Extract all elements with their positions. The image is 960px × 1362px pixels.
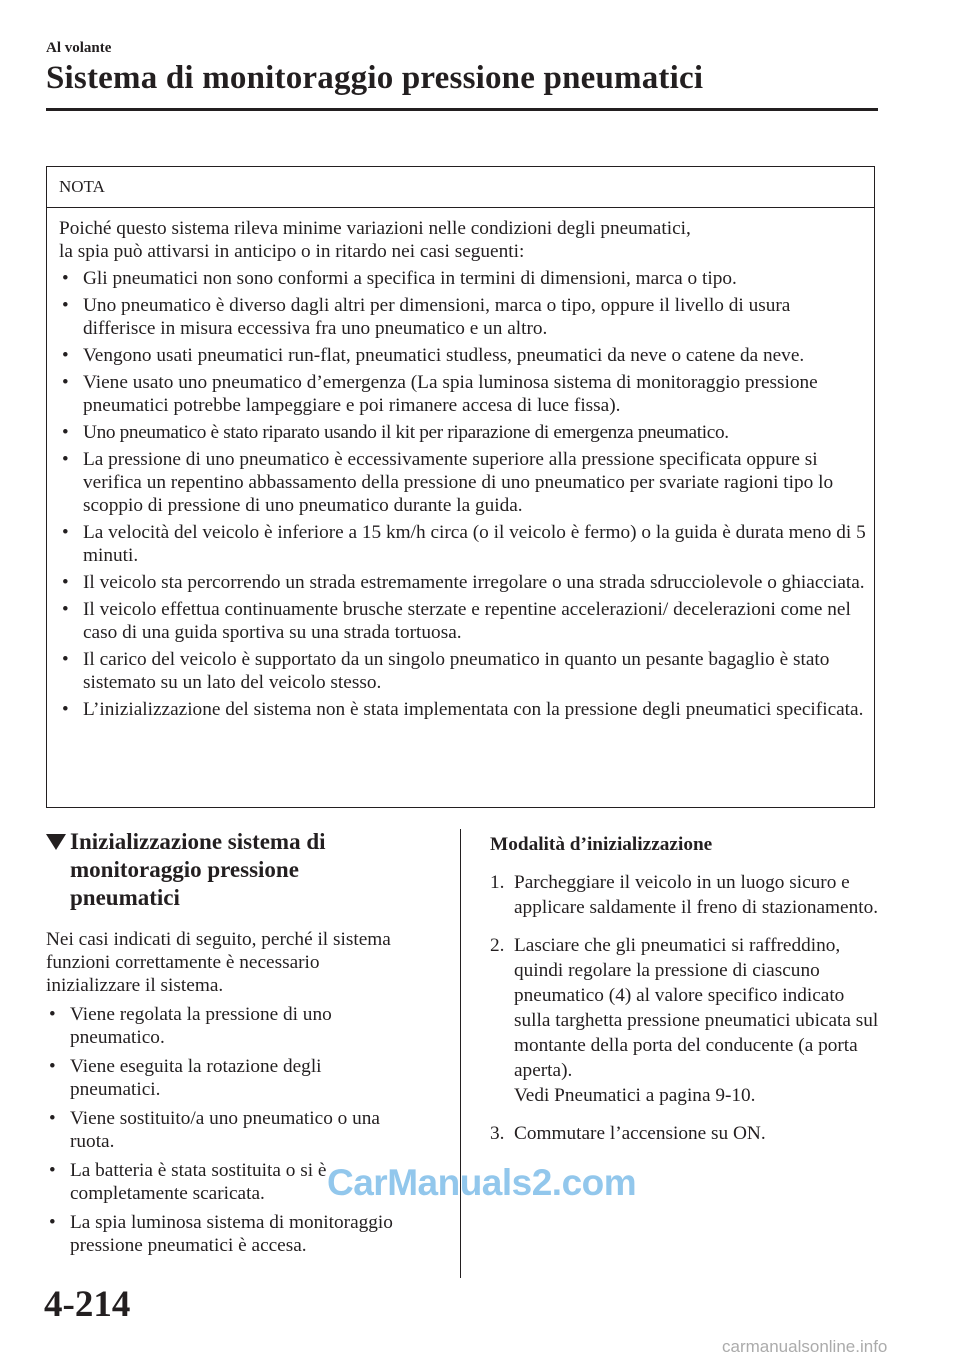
cross-reference: Vedi Pneumatici a pagina 9-10. — [514, 1085, 756, 1106]
bullet-icon: • — [62, 649, 69, 670]
procedure-subheading: Modalità d’inizializzazione — [490, 834, 713, 855]
right-column — [490, 832, 880, 1159]
note-bullet: • Viene usato uno pneumatico d’emergenza (La spia luminosa sistema di monitoraggio pressione pneumatici potrebbe lampeggiare e poi rimanere accesa di luce fissa). — [62, 372, 818, 416]
section-label: Al volante — [46, 40, 112, 56]
bullet-icon: • — [62, 345, 69, 366]
note-bullet: • Vengono usati pneumatici run-flat, pneumatici studless, pneumatici da neve o catene da neve. — [62, 345, 805, 366]
bullet-icon: • — [62, 699, 69, 720]
bullet-icon: • — [49, 1004, 56, 1025]
left-intro: Nei casi indicati di seguito, perché il sistema funzioni correttamente è necessario inizializzare il sistema. — [46, 929, 391, 996]
step-item: 2. Lasciare che gli pneumatici si raffreddino, quindi regolare la pressione di ciascuno pneumatico (4) al valore specifico indicato sulla targhetta pressione pneumatici ubicata sul montante della porta del conducente (a porta aperta). Vedi Pneumatici a pagina 9-10. — [490, 935, 879, 1106]
bullet-icon: • — [49, 1108, 56, 1129]
column-divider — [460, 829, 461, 1278]
note-intro-line-2: la spia può attivarsi in anticipo o in ritardo nei casi seguenti: — [59, 241, 525, 262]
bullet-icon: • — [49, 1160, 56, 1181]
note-bullet: • Uno pneumatico è stato riparato usando il kit per riparazione di emergenza pneumatico. — [62, 422, 729, 443]
triangle-marker-icon — [46, 834, 66, 850]
note-bullet: • Il carico del veicolo è supportato da un singolo pneumatico in quanto un pesante bagaglio è stato sistemato su un lato del veicolo stesso. — [62, 649, 830, 693]
note-label: NOTA — [47, 167, 874, 208]
left-bullet: • La batteria è stata sostituita o si è completamente scaricata. — [49, 1160, 327, 1204]
bullet-icon: • — [62, 599, 69, 620]
left-bullet: • La spia luminosa sistema di monitoraggio pressione pneumatici è accesa. — [49, 1212, 393, 1256]
page-number: 4-214 — [44, 1284, 131, 1325]
bullet-icon: • — [62, 295, 69, 316]
procedure-steps — [490, 870, 880, 1146]
left-bullet: • Viene regolata la pressione di uno pneumatico. — [49, 1004, 332, 1048]
left-bullet-list — [46, 1003, 416, 1257]
note-box — [46, 166, 875, 808]
step-item: 3. Commutare l’accensione su ON. — [490, 1123, 766, 1144]
bullet-icon: • — [49, 1212, 56, 1233]
note-intro-line-1: Poiché questo sistema rileva minime variazioni nelle condizioni degli pneumatici, — [59, 218, 691, 239]
bullet-icon: • — [62, 522, 69, 543]
note-bullet: • Uno pneumatico è diverso dagli altri per dimensioni, marca o tipo, oppure il livello di usura differisce in misura eccessiva fra uno pneumatico e un altro. — [62, 295, 791, 339]
watermark-secondary: carmanualsonline.info — [722, 1337, 888, 1356]
note-bullet: • La pressione di uno pneumatico è eccessivamente superiore alla pressione specificata oppure si verifica un repentino abbassamento della pressione di uno pneumatico per svariate ragioni tipo lo scoppio di pressione di uno pneumatico durante la guida. — [62, 449, 834, 516]
note-bullet: • L’inizializzazione del sistema non è stata implementata con la pressione degli pneumatici specificata. — [62, 699, 864, 720]
watermark-primary: CarManuals2.com — [327, 1162, 637, 1203]
page-title: Sistema di monitoraggio pressione pneumatici — [46, 60, 704, 96]
note-bullet: • Il veicolo effettua continuamente brusche sterzate e repentine accelerazioni/ decelerazioni come nel caso di una guida sportiva su una strada tortuosa. — [62, 599, 851, 643]
note-body — [47, 208, 874, 721]
bullet-icon: • — [62, 422, 69, 443]
bullet-icon: • — [62, 372, 69, 393]
bullet-icon: • — [62, 268, 69, 289]
bullet-icon: • — [62, 449, 69, 470]
note-bullet: • La velocità del veicolo è inferiore a 15 km/h circa (o il veicolo è fermo) o la guida è durata meno di 5 minuti. — [62, 522, 866, 566]
bullet-icon: • — [62, 572, 69, 593]
step-item: 1. Parcheggiare il veicolo in un luogo sicuro e applicare saldamente il freno di stazionamento. — [490, 872, 879, 918]
note-bullet: • Il veicolo sta percorrendo un strada estremamente irregolare o una strada sdrucciolevole o ghiacciata. — [62, 572, 865, 593]
note-bullet-list — [59, 267, 866, 721]
title-rule — [46, 108, 878, 111]
left-column — [46, 928, 416, 1263]
left-bullet: • Viene sostituito/a uno pneumatico o una ruota. — [49, 1108, 380, 1152]
section-heading: Inizializzazione sistema di monitoraggio pressione pneumatici — [46, 828, 406, 912]
bullet-icon: • — [49, 1056, 56, 1077]
left-bullet: • Viene eseguita la rotazione degli pneumatici. — [49, 1056, 322, 1100]
note-bullet: • Gli pneumatici non sono conformi a specifica in termini di dimensioni, marca o tipo. — [62, 268, 737, 289]
